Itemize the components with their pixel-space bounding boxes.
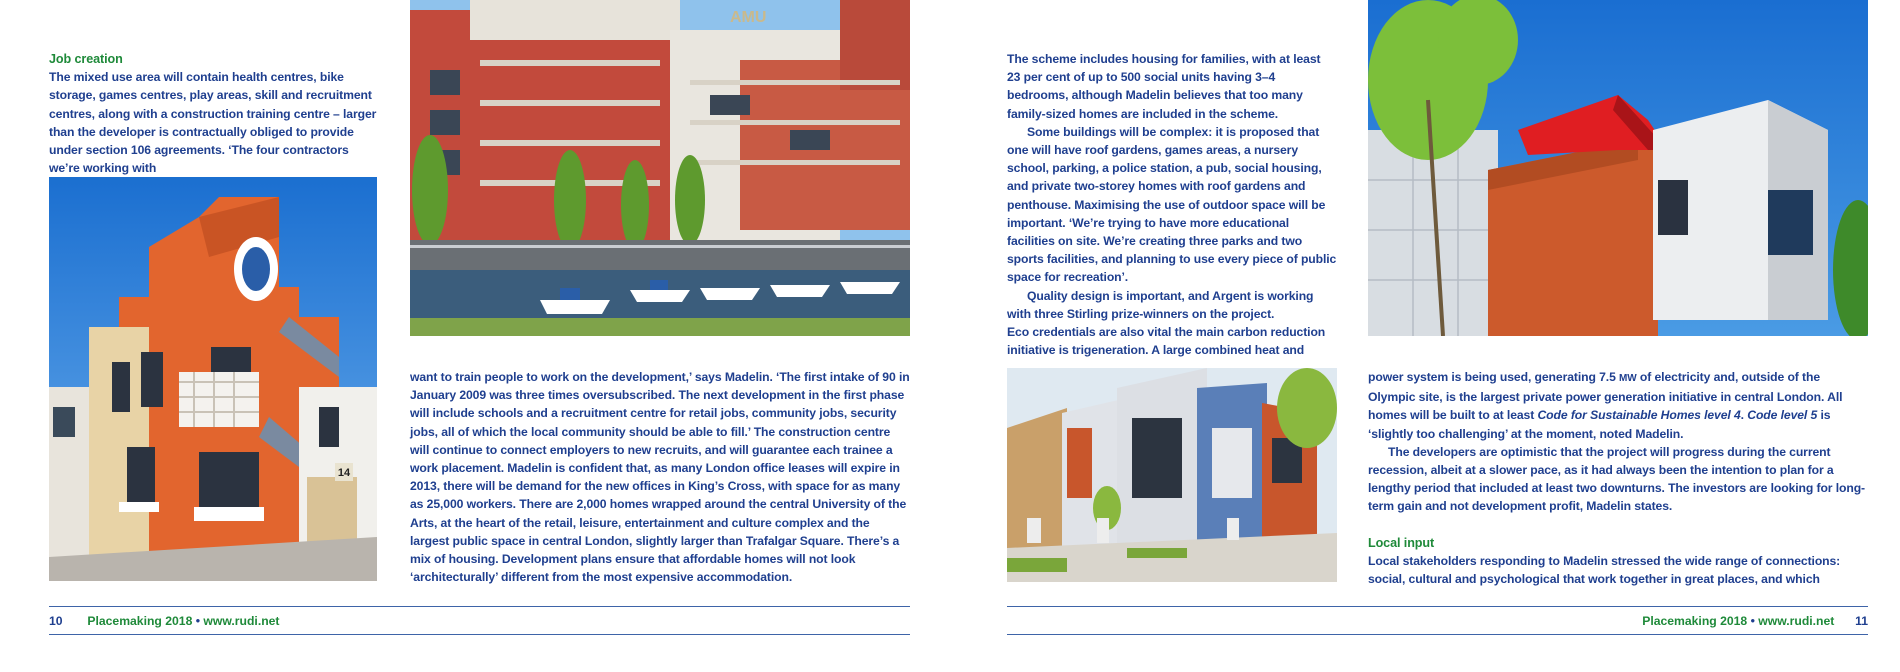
paragraph: The mixed use area will contain health centres, bike storage, games centres, play areas, skill and recruitment centres, along with a construction training centre – larger than the developer is contractually obliged to provide under section 106 agreements. ‘The four contractors we’re working with xyxy=(49,70,377,176)
spacer xyxy=(1368,516,1868,534)
section-heading-job-creation: Job creation xyxy=(49,52,123,66)
left-footer xyxy=(49,614,279,628)
paragraph: want to train people to work on the development,’ says Madelin. ‘The first intake of 90 in January 2009 was three times oversubscribed. The next development in the first phase will include schools and a recruitment centre for retail jobs, community jobs, security jobs, all of which the local community should be able to fill.’ The construction centre will continue to connect employers to new recruits, and will guarantee each trainee a work placement. Madelin is confident that, as many London office leases will expire in 2013, there will be demand for the new offices in King’s Cross, with space for as many as 25,000 workers. There are 2,000 homes wrapped around the central University of the Arts, at the heart of the retail, leisure, entertainment and culture complex and the largest public space in central London, slightly larger than Trafalgar Square. There’s a mix of housing. Development plans ensure that affordable homes will not look ‘architecturally’ different from the most expensive accommodation. xyxy=(410,370,910,585)
page-number: 11 xyxy=(1855,614,1868,628)
paragraph: Quality design is important, and Argent is working with three Stirling prize-winners on the project. xyxy=(1007,288,1314,321)
section-heading-local-input: Local input xyxy=(1368,535,1435,550)
paragraph: Some buildings will be complex: it is proposed that one will have roof gardens, games areas, a nursery school, parking, a police station, a pub, social housing, and private two-storey homes with roof gardens and penthouse. Maximising the use of outdoor space will be important. ‘We’re trying to have more educational facilities on site. We’re creating three parks and two sports facilities, and planning to use every piece of public space for recreation’. xyxy=(1007,124,1337,285)
footer-brand: Placemaking 2018 xyxy=(87,614,193,628)
right-col1-text-block xyxy=(1007,50,1337,359)
photo-brick-house xyxy=(49,177,377,581)
harbour-illustration xyxy=(410,0,910,336)
building-sign: AMU xyxy=(730,9,767,26)
footer-separator: • xyxy=(192,614,204,628)
photo-harbour-flats xyxy=(410,0,910,336)
footer-site-link[interactable]: www.rudi.net xyxy=(203,614,280,628)
paragraph: The developers are optimistic that the project will progress during the current recession, albeit at a slower pace, as it had always been the intention to plan for a lengthy period that included at least two downturns. The investors are looking for long-term gain and not development profit, Madelin states. xyxy=(1368,444,1866,514)
footer-rule-top xyxy=(1007,606,1868,607)
left-col1-text-block xyxy=(49,50,379,177)
footer-rule-top xyxy=(49,606,910,607)
footer-rule-bottom xyxy=(49,634,910,635)
townhouses-illustration xyxy=(1007,368,1337,582)
brick-house-illustration xyxy=(49,177,377,581)
paragraph: power system is being used, generating 7.5 MW of electricity and, outside of the Olympic site, is the largest private power generation initiative in central London. All homes will be built to at least Code for Sustainable Homes level 4. Code level 5 is ‘slightly too challenging’ at the moment, noted Madelin. xyxy=(1368,370,1843,441)
right-col2-text-block xyxy=(1368,368,1868,588)
right-footer xyxy=(1642,614,1868,628)
photo-townhouses xyxy=(1007,368,1337,582)
photo-modern-building xyxy=(1368,0,1868,336)
modern-building-illustration xyxy=(1368,0,1868,336)
left-col2-text-block xyxy=(410,368,910,586)
house-number: 14 xyxy=(337,467,351,479)
footer-site-link[interactable]: www.rudi.net xyxy=(1758,614,1835,628)
paragraph: Eco credentials are also vital the main carbon reduction initiative is trigeneration. A large combined heat and xyxy=(1007,325,1326,358)
page-number: 10 xyxy=(49,614,63,628)
paragraph: The scheme includes housing for families, with at least 23 per cent of up to 500 social units having 3–4 bedrooms, although Madelin believes that too many family-sized homes are included in the scheme. xyxy=(1007,52,1321,121)
footer-rule-bottom xyxy=(1007,634,1868,635)
paragraph: Local stakeholders responding to Madelin stressed the wide range of connections: social, cultural and psychological that work together in great places, and which xyxy=(1368,553,1841,587)
footer-separator: • xyxy=(1747,614,1759,628)
footer-brand: Placemaking 2018 xyxy=(1642,614,1748,628)
